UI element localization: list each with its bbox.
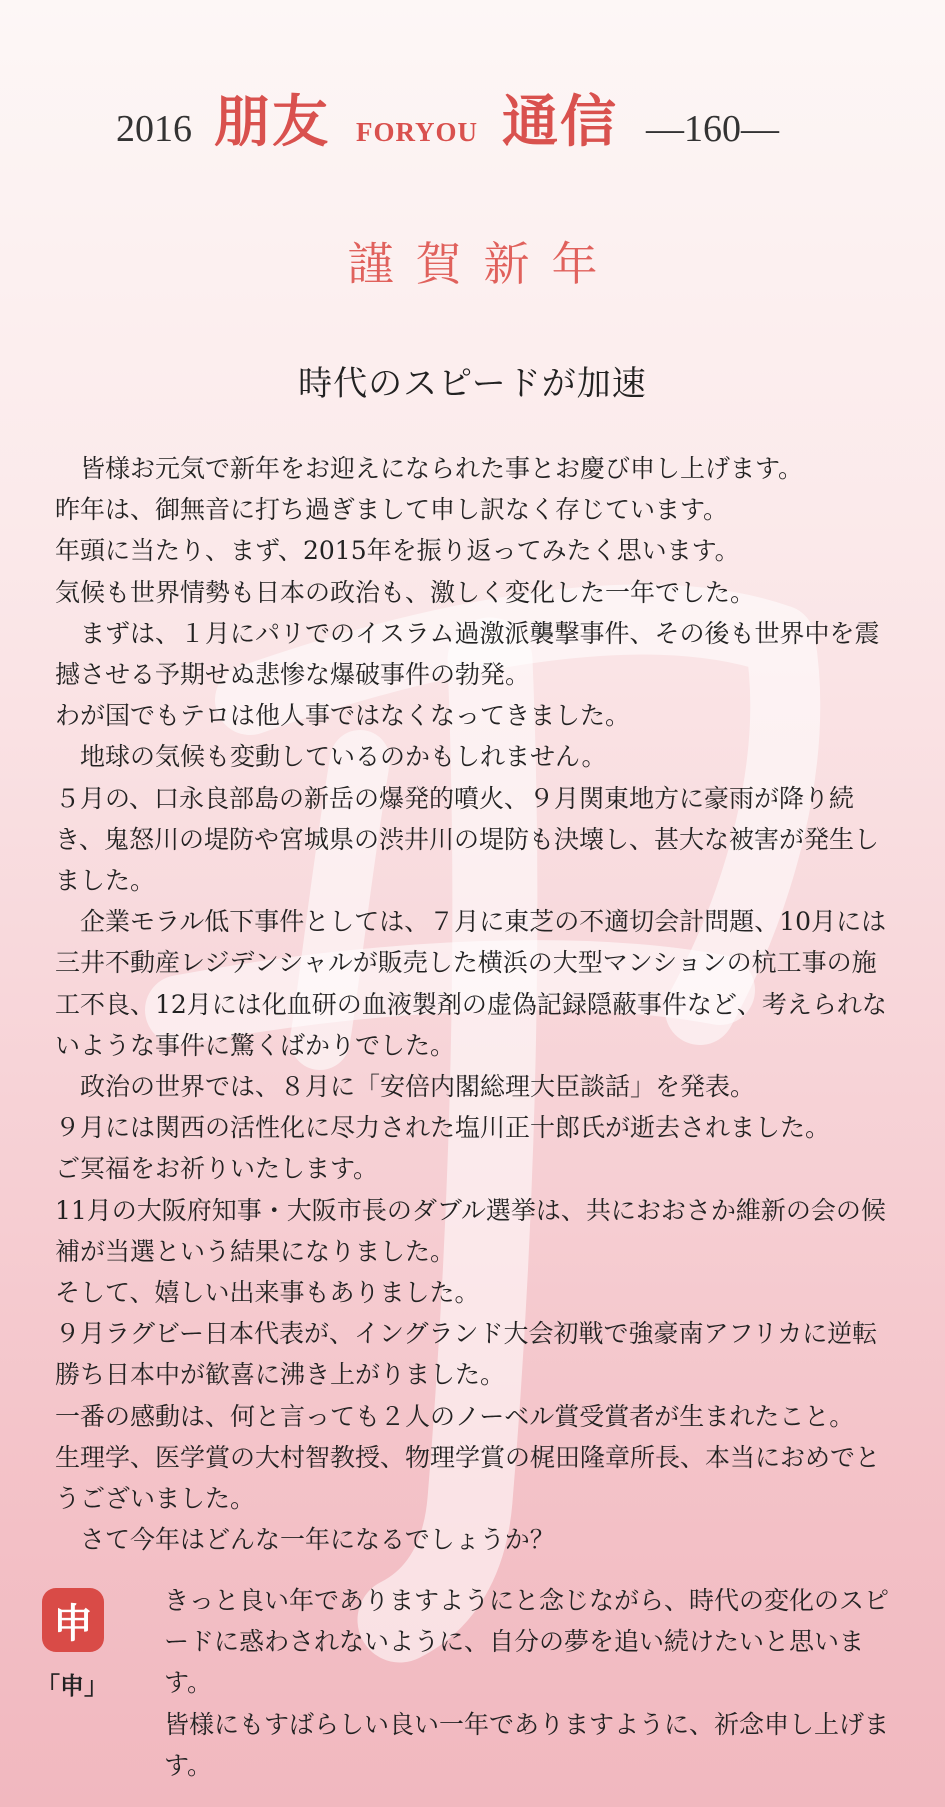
paragraph: ９月ラグビー日本代表が、イングランド大会初戦で強豪南アフリカに逆転勝ち日本中が歓喜に沸き上がりました。 [55, 1319, 878, 1390]
paragraph: ５月の、口永良部島の新岳の爆発的噴火、９月関東地方に豪雨が降り続き、鬼怒川の堤防や宮城県の渋井川の堤防も決壊し、甚大な被害が発生しました。 [55, 783, 880, 896]
header-issue-number: —160— [646, 108, 780, 150]
paragraph: わが国でもテロは他人事ではなくなってきました。 [55, 701, 631, 731]
paragraph: 一番の感動は、何と言っても２人のノーベル賞受賞者が生まれたこと。 [55, 1401, 855, 1431]
header-title-part1: 朋友 [214, 89, 330, 155]
paragraph: まずは、１月にパリでのイスラム過激派襲撃事件、その後も世界中を震撼させる予期せぬ悲惨な爆破事件の勃発。 [55, 618, 880, 690]
paragraph: 政治の世界では、８月に「安倍内閣総理大臣談話」を発表。 [80, 1072, 756, 1102]
article-closing [164, 1580, 890, 1786]
paragraph: 年頭に当たり、まず、2015年を振り返ってみたく思います。 [55, 536, 740, 566]
paragraph: さて今年はどんな一年になるでしょうか？ [80, 1525, 555, 1555]
paragraph: 昨年は、御無音に打ち過ぎまして申し訳なく存じています。 [55, 495, 729, 525]
header-title-part2: 通信 [502, 89, 619, 155]
closing-paragraph: 皆様にもすばらしい良い一年でありますように、祈念申し上げます。 [164, 1709, 890, 1780]
monkey-seal-icon: 申 [42, 1588, 104, 1652]
article-body [55, 448, 890, 1560]
paragraph: 11月の大阪府知事・大阪市長のダブル選挙は、共におおさか維新の会の候補が当選という結果になりました。 [55, 1195, 886, 1266]
header-title-latin: FORYOU [356, 117, 479, 147]
paragraph: ９月には関西の活性化に尽力された塩川正十郎氏が逝去されました。 [55, 1113, 831, 1143]
paragraph: ご冥福をお祈りいたします。 [55, 1154, 379, 1184]
header-year: 2016 [116, 108, 192, 150]
paragraph: 企業モラル低下事件としては、７月に東芝の不適切会計問題、10月には三井不動産レジデンシャルが販売した横浜の大型マンションの杭工事の施工不良、12月には化血研の血液製剤の虚偽記録隠蔽事件など、考えられないような事件に驚くばかりでした。 [55, 907, 887, 1060]
paragraph: 皆様お元気で新年をお迎えになられた事とお慶び申し上げます。 [80, 454, 804, 483]
newsletter-header [116, 78, 896, 155]
seal-caption: 「申」 [36, 1671, 108, 1700]
paragraph: そして、嬉しい出来事もありました。 [55, 1278, 480, 1308]
closing-paragraph: きっと良い年でありますようにと念じながら、時代の変化のスピードに惑わされないように、自分の夢を追い続けたいと思います。 [164, 1586, 890, 1698]
paragraph: 気候も世界情勢も日本の政治も、激しく変化した一年でした。 [55, 577, 756, 607]
paragraph: 地球の気候も変動しているのかもしれません。 [80, 742, 607, 772]
article-title: 時代のスピードが加速 [298, 364, 647, 404]
paragraph: 生理学、医学賞の大村智教授、物理学賞の梶田隆章所長、本当におめでとうございました。 [55, 1442, 881, 1514]
new-year-greeting: 謹賀新年 [347, 237, 620, 291]
